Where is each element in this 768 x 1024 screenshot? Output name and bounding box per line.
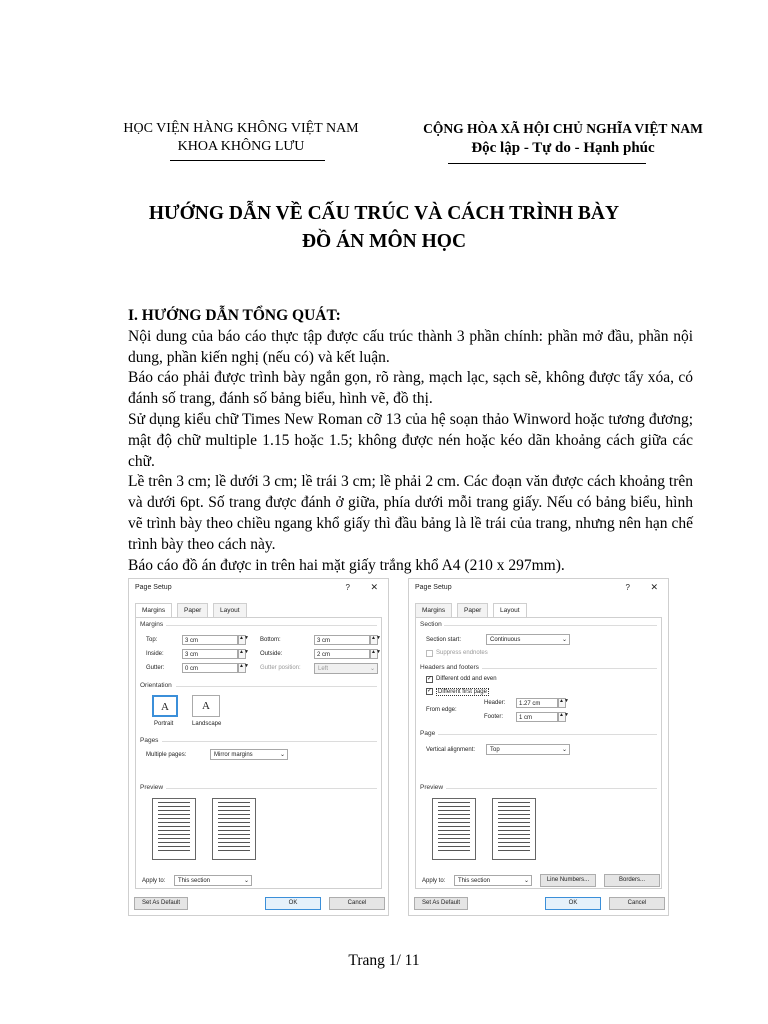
divider — [482, 668, 657, 669]
inside-label: Inside: — [146, 651, 164, 657]
inside-margin-spinner[interactable]: ▲▼ — [238, 649, 246, 659]
multiple-pages-value: Mirror margins — [214, 752, 253, 758]
divider — [166, 788, 377, 789]
layout-panel — [415, 617, 662, 889]
outside-margin-field[interactable]: 2 cm — [314, 649, 370, 659]
divider — [438, 734, 657, 735]
close-icon[interactable]: ✕ — [370, 582, 378, 592]
vertical-alignment-select[interactable] — [486, 744, 570, 755]
multiple-pages-select[interactable] — [210, 749, 288, 760]
section-heading: I. HƯỚNG DẪN TỔNG QUÁT: — [128, 307, 341, 324]
section-group-label: Section — [420, 621, 442, 628]
national-motto: Độc lập - Tự do - Hạnh phúc — [471, 140, 655, 156]
top-margin-field[interactable]: 3 cm — [182, 635, 238, 645]
gutter-position-value: Left — [318, 666, 329, 672]
suppress-endnotes-checkbox[interactable] — [426, 650, 433, 657]
gutter-spinner[interactable]: ▲▼ — [238, 663, 246, 673]
dialog-titlebar — [129, 579, 388, 597]
divider — [444, 625, 657, 626]
pages-group-label: Pages — [140, 737, 159, 744]
orientation-group-label: Orientation — [140, 682, 172, 689]
headers-footers-group-label: Headers and footers — [420, 664, 479, 671]
help-icon[interactable]: ? — [625, 583, 630, 592]
preview-right-page — [212, 798, 256, 860]
national-header — [408, 120, 718, 157]
close-icon[interactable]: ✕ — [650, 582, 658, 592]
divider — [446, 788, 657, 789]
landscape-orientation-icon[interactable]: A — [192, 695, 220, 717]
tab-layout[interactable]: Layout — [213, 603, 247, 617]
landscape-label[interactable]: Landscape — [192, 721, 222, 727]
section-start-label: Section start: — [426, 637, 462, 643]
tab-paper[interactable]: Paper — [177, 603, 208, 617]
apply-to-value: This section — [178, 878, 211, 884]
margins-group-label: Margins — [140, 621, 164, 628]
header-left-underline — [170, 160, 325, 161]
tab-layout[interactable]: Layout — [493, 603, 527, 618]
divider — [176, 686, 377, 687]
chevron-down-icon: ⌄ — [369, 666, 375, 672]
page-setup-layout-screenshot — [408, 578, 669, 916]
odd-even-label: Different odd and even — [436, 676, 497, 682]
dialog-title: Page Setup — [415, 584, 452, 591]
apply-to-select[interactable] — [174, 875, 252, 886]
footer-distance-field[interactable]: 1 cm — [516, 712, 558, 722]
vertical-alignment-value: Top — [490, 747, 500, 753]
country-name: CỘNG HÒA XÃ HỘI CHỦ NGHĨA VIỆT NAM — [423, 121, 703, 136]
footer-distance-spinner[interactable]: ▲▼ — [558, 712, 566, 722]
multiple-pages-label: Multiple pages: — [146, 752, 187, 758]
paragraph: Báo cáo phải được trình bày ngắn gọn, rõ ràng, mạch lạc, sạch sẽ, không được tẩy xóa, có đánh số trang, đánh số bảng biểu, hình vẽ, đồ thị. — [128, 369, 693, 408]
odd-even-checkbox[interactable]: ✓ — [427, 676, 433, 682]
chevron-down-icon: ⌄ — [561, 637, 567, 643]
ok-button[interactable]: OK — [265, 897, 321, 910]
gutter-position-select[interactable] — [314, 663, 378, 674]
header-distance-field[interactable]: 1.27 cm — [516, 698, 558, 708]
preview-left-page — [152, 798, 196, 860]
set-as-default-button[interactable]: Set As Default — [134, 897, 188, 910]
institution-header — [110, 120, 372, 156]
tab-margins[interactable]: Margins — [135, 603, 172, 618]
set-as-default-button[interactable]: Set As Default — [414, 897, 468, 910]
line-numbers-button[interactable]: Line Numbers... — [540, 874, 596, 887]
preview-right-page — [492, 798, 536, 860]
cancel-button[interactable]: Cancel — [329, 897, 385, 910]
dialog-title: Page Setup — [135, 584, 172, 591]
bottom-margin-field[interactable]: 3 cm — [314, 635, 370, 645]
preview-group-label: Preview — [140, 784, 164, 791]
chevron-down-icon: ⌄ — [279, 752, 285, 758]
page-number: Trang 1/ 11 — [348, 952, 420, 969]
section-start-select[interactable] — [486, 634, 570, 645]
apply-to-select[interactable] — [454, 875, 532, 886]
inside-margin-field[interactable]: 3 cm — [182, 649, 238, 659]
portrait-orientation-icon[interactable]: A — [152, 695, 178, 717]
page-group-label: Page — [420, 730, 436, 737]
document-title — [90, 200, 678, 256]
header-distance-spinner[interactable]: ▲▼ — [558, 698, 566, 708]
gutter-position-label: Gutter position: — [260, 665, 301, 671]
chevron-down-icon: ⌄ — [561, 747, 567, 753]
paragraph: Báo cáo đồ án được in trên hai mặt giấy trắng khổ A4 (210 x 297mm). — [128, 556, 565, 574]
top-label: Top: — [146, 637, 158, 643]
first-page-checkbox[interactable]: ✓ — [427, 688, 433, 694]
divider — [162, 741, 377, 742]
borders-button[interactable]: Borders... — [604, 874, 660, 887]
bottom-margin-spinner[interactable]: ▲▼ — [370, 635, 378, 645]
gutter-label: Gutter: — [146, 665, 165, 671]
vertical-alignment-label: Vertical alignment: — [426, 747, 476, 753]
gutter-field[interactable]: 0 cm — [182, 663, 238, 673]
apply-to-label: Apply to: — [142, 878, 166, 884]
paragraph: Nội dung của báo cáo thực tập được cấu trúc thành 3 phần chính: phần mở đầu, phần nội dung, phần kiến nghị (nếu có) và kết luận. — [128, 327, 693, 366]
apply-to-value: This section — [458, 878, 491, 884]
suppress-endnotes-label: Suppress endnotes — [436, 650, 488, 656]
title-line-1: HƯỚNG DẪN VỀ CẤU TRÚC VÀ CÁCH TRÌNH BÀY — [148, 203, 620, 224]
preview-group-label: Preview — [420, 784, 444, 791]
institution-name: HỌC VIỆN HÀNG KHÔNG VIỆT NAM — [123, 121, 359, 136]
chevron-down-icon: ⌄ — [523, 878, 529, 884]
apply-to-label: Apply to: — [422, 878, 446, 884]
header-label: Header: — [484, 700, 506, 706]
cancel-button[interactable]: Cancel — [609, 897, 665, 910]
paragraph: Sử dụng kiểu chữ Times New Roman cỡ 13 của hệ soạn thảo Winword hoặc tương đương; mật độ chữ multiple 1.15 hoặc 1.5; không được nén hoặc kéo dãn khoảng cách giữa các chữ. — [128, 410, 693, 470]
outside-margin-spinner[interactable]: ▲▼ — [370, 649, 378, 659]
page-setup-margins-screenshot — [128, 578, 389, 916]
ok-button[interactable]: OK — [545, 897, 601, 910]
dialog-titlebar — [409, 579, 668, 597]
from-edge-label: From edge: — [426, 707, 457, 713]
divider — [166, 625, 377, 626]
first-page-label: Different first page — [438, 689, 487, 695]
faculty-name: KHOA KHÔNG LƯU — [177, 139, 305, 154]
preview-left-page — [432, 798, 476, 860]
portrait-label[interactable]: Portrait — [154, 721, 174, 727]
title-line-2: ĐỒ ÁN MÔN HỌC — [301, 231, 467, 252]
chevron-down-icon: ⌄ — [243, 878, 249, 884]
section-start-value: Continuous — [490, 637, 521, 643]
bottom-label: Bottom: — [260, 637, 281, 643]
tab-margins[interactable]: Margins — [415, 603, 452, 617]
top-margin-spinner[interactable]: ▲▼ — [238, 635, 246, 645]
tab-paper[interactable]: Paper — [457, 603, 488, 617]
margins-panel — [135, 617, 382, 889]
help-icon[interactable]: ? — [345, 583, 350, 592]
paragraph: Lề trên 3 cm; lề dưới 3 cm; lề trái 3 cm; lề phải 2 cm. Các đoạn văn được cách khoảng trên và dưới 6pt. Số trang được đánh ở giữa, phía dưới mỗi trang giấy. Nếu có bảng biểu, hình vẽ trình bày theo chiều ngang khổ giấy thì đầu bảng là lề trái của trang, nhưng nên hạn chế trình bày theo cách này. — [128, 473, 693, 553]
document-body — [128, 306, 693, 576]
footer-label: Footer: — [484, 714, 504, 720]
header-right-underline — [448, 163, 646, 164]
outside-label: Outside: — [260, 651, 283, 657]
